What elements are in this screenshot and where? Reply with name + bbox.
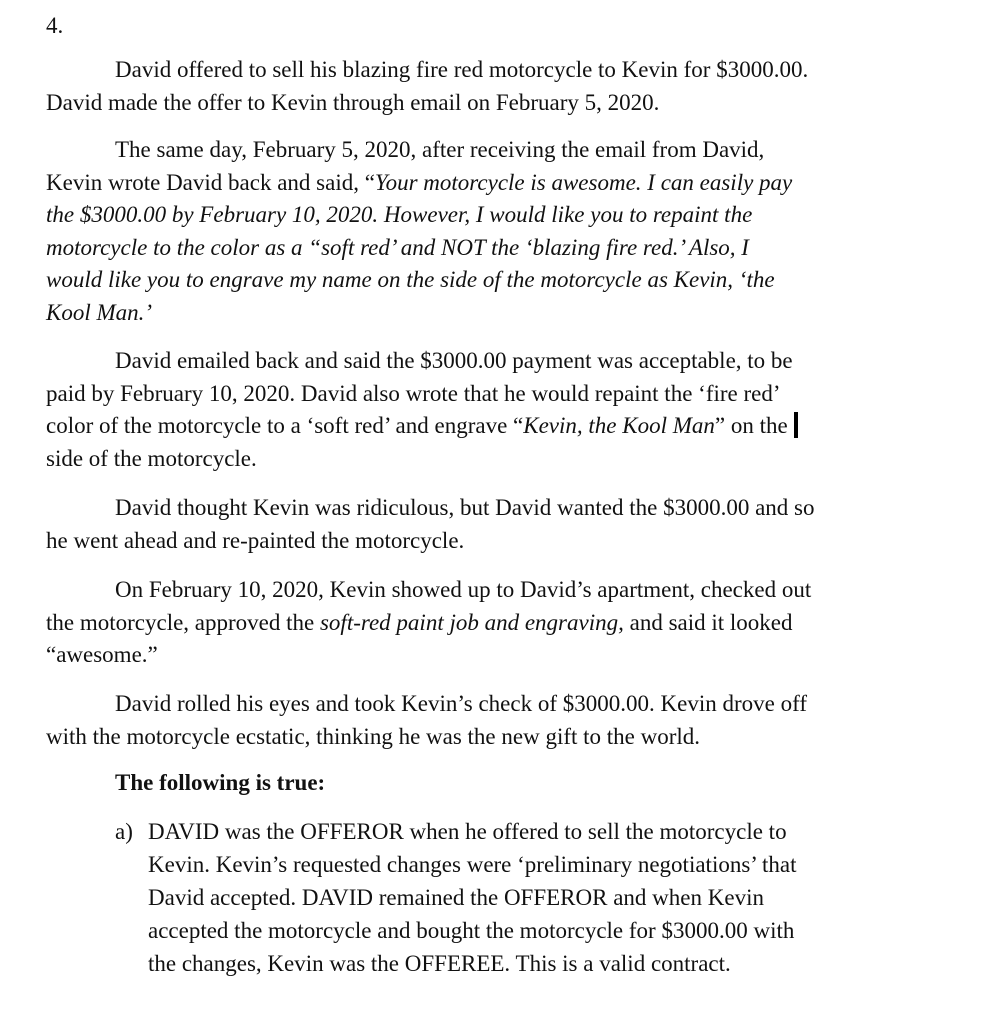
paragraph-david-accepts — [46, 345, 926, 475]
option-line: the changes, Kevin was the OFFEREE. This is a valid contract. — [148, 951, 731, 976]
italic-quote-line: Kool Man.’ — [46, 299, 153, 325]
paragraph-line: paid by February 10, 2020. David also wrote that he would repaint the ‘fire red’ — [46, 380, 781, 406]
text-run: Kevin wrote David back and said, “ — [46, 169, 375, 195]
option-marker: a) — [115, 819, 133, 844]
paragraph-line: David emailed back and said the $3000.00 payment was acceptable, to be — [115, 348, 793, 373]
paragraph-payment — [46, 688, 926, 753]
option-line: David accepted. DAVID remained the OFFEROR and when Kevin — [148, 885, 764, 910]
text-run: the motorcycle, approved the — [46, 609, 320, 635]
text-run: color of the motorcycle to a ‘soft red’ and engrave “ — [46, 413, 524, 438]
paragraph-line — [46, 410, 926, 443]
text-run: and said it looked — [623, 609, 793, 635]
italic-quote: Your motorcycle is awesome. I can easily pay — [374, 169, 793, 195]
paragraph-line: The same day, February 5, 2020, after receiving the email from David, — [115, 137, 765, 162]
paragraph-line: he went ahead and re-painted the motorcycle. — [46, 527, 465, 553]
italic-phrase: soft-red paint job and engraving, — [319, 609, 624, 635]
paragraph-line: side of the motorcycle. — [46, 445, 257, 471]
paragraph-line — [46, 167, 926, 200]
paragraph-line: David thought Kevin was ridiculous, but David wanted the $3000.00 and so — [115, 495, 815, 520]
question-number: 4. — [46, 13, 64, 38]
paragraph-line: David offered to sell his blazing fire red motorcycle to Kevin for $3000.00. — [115, 57, 809, 82]
question-prompt-heading: The following is true: — [115, 770, 326, 795]
paragraph-line: David made the offer to Kevin through email on February 5, 2020. — [46, 89, 660, 115]
italic-quote-line: motorcycle to the color as a “soft red’ and NOT the ‘blazing fire red.’ Also, I — [46, 234, 749, 260]
option-text — [148, 815, 938, 980]
paragraph-line: with the motorcycle ecstatic, thinking he was the new gift to the world. — [46, 723, 701, 749]
paragraph-kevin-reply — [46, 134, 926, 329]
paragraph-line: On February 10, 2020, Kevin showed up to David’s apartment, checked out — [115, 577, 812, 602]
paragraph-kevin-approves — [46, 574, 926, 672]
paragraph-line: “awesome.” — [46, 642, 158, 667]
italic-quote-line: would like you to engrave my name on the side of the motorcycle as Kevin, ‘the — [46, 267, 775, 292]
option-line: Kevin. Kevin’s requested changes were ‘preliminary negotiations’ that — [148, 852, 797, 877]
paragraph-line — [46, 607, 926, 640]
option-line: DAVID was the OFFEROR when he offered to sell the motorcycle to — [148, 819, 787, 844]
italic-quote-line: the $3000.00 by February 10, 2020. However, I would like you to repaint the — [46, 202, 753, 227]
paragraph-offer — [46, 54, 926, 119]
text-cursor-icon — [794, 412, 798, 438]
italic-quote: Kevin, the Kool Man — [523, 413, 715, 438]
text-run: ” on the — [714, 413, 788, 438]
paragraph-repaint — [46, 492, 926, 557]
option-line: accepted the motorcycle and bought the motorcycle for $3000.00 with — [148, 918, 795, 943]
paragraph-line: David rolled his eyes and took Kevin’s check of $3000.00. Kevin drove off — [115, 691, 807, 716]
